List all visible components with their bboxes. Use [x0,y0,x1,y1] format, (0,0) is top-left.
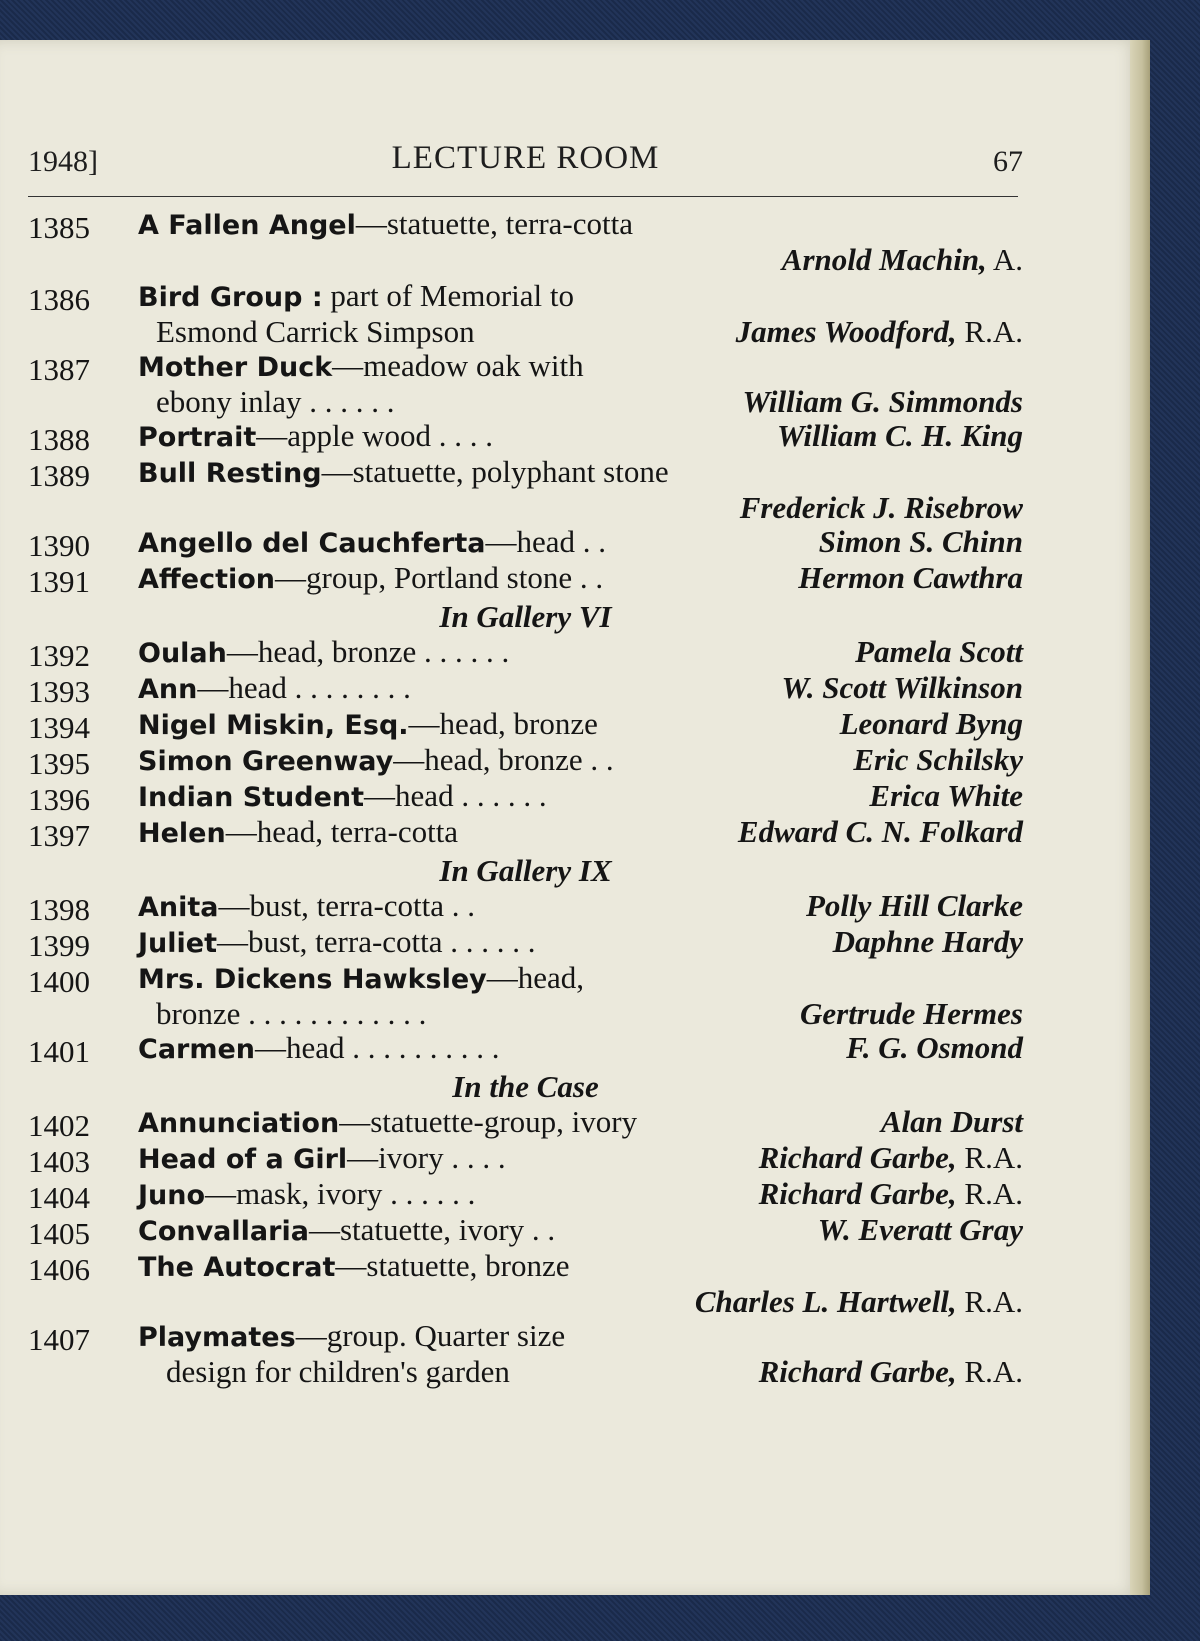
entry-artist: Richard Garbe, [758,1354,957,1389]
entry-title: Annunciation [138,1108,340,1139]
entry-title: Playmates [138,1322,296,1353]
entry-artist-suffix: A. [986,242,1023,277]
entry-description: —statuette, bronze [335,1248,570,1283]
entry-artist: Gertrude Hermes [799,996,1023,1031]
entry-artist: Richard Garbe, [758,1140,957,1175]
entry-number: 1398 [28,892,90,927]
entry-number: 1405 [28,1216,90,1251]
catalogue-entry [28,1105,1023,1141]
entry-number: 1387 [28,352,90,387]
header-rule [28,196,1018,197]
catalogue-entry [28,561,1023,597]
entry-title: Affection [138,564,276,595]
running-header [28,140,1023,190]
entry-number: 1394 [28,710,90,745]
entry-artist: Polly Hill Clarke [806,888,1023,923]
entry-title: Mrs. Dickens Hawksley [138,964,487,995]
entry-description: —head, [486,960,585,995]
entry-title: The Autocrat [138,1252,336,1283]
entry-title: Carmen [138,1034,256,1065]
entry-number: 1386 [28,282,90,317]
entry-title: Ann [138,674,198,705]
catalogue-entry [28,743,1023,779]
entry-artist: Pamela Scott [855,634,1023,669]
entry-description: —ivory . . . . [347,1140,506,1175]
entry-number: 1391 [28,564,90,599]
entry-description-cont: ebony inlay . . . . . . [156,384,395,419]
catalogue-entry [28,455,1023,525]
entry-description: —head, bronze [408,706,598,741]
entry-number: 1388 [28,422,90,457]
catalogue-entry [28,635,1023,671]
entry-description: —group, Portland stone . . [275,560,604,595]
entry-number: 1402 [28,1108,90,1143]
entry-number: 1395 [28,746,90,781]
entry-description: —meadow oak with [332,348,584,383]
entry-number: 1397 [28,818,90,853]
entry-artist-suffix: R.A. [956,314,1023,349]
catalogue-entry [28,1249,1023,1319]
entry-description: part of Memorial to [322,278,575,313]
entry-artist: Edward C. N. Folkard [737,814,1023,849]
entry-number: 1407 [28,1322,90,1357]
entry-number: 1406 [28,1252,90,1287]
entry-number: 1404 [28,1180,90,1215]
entry-description: —statuette, terra-cotta [355,206,633,241]
catalogue-entry [28,671,1023,707]
entry-artist: William C. H. King [776,418,1023,453]
entry-artist: Daphne Hardy [832,924,1023,959]
entry-description: —head . . . . . . [364,778,547,813]
catalogue-entry [28,1177,1023,1213]
entry-title: Portrait [138,422,257,453]
entry-artist: Alan Durst [880,1104,1023,1139]
entry-artist: Leonard Byng [839,706,1023,741]
entry-artist: Hermon Cawthra [798,560,1023,595]
entry-description: —head . . . . . . . . . . [255,1030,500,1065]
entry-description: —mask, ivory . . . . . . [205,1176,476,1211]
entry-description: —statuette-group, ivory [339,1104,638,1139]
entry-artist: Erica White [869,778,1023,813]
entry-artist: Richard Garbe, [758,1176,957,1211]
entry-description: —head . . . . . . . . [197,670,411,705]
catalogue-entry [28,1213,1023,1249]
catalogue-entry [28,207,1023,277]
entry-title: Anita [138,892,219,923]
entry-title: Helen [138,818,226,849]
entry-artist: Simon S. Chinn [818,524,1023,559]
catalogue-entry [28,1031,1023,1067]
entry-number: 1393 [28,674,90,709]
entry-title: Juliet [138,928,217,959]
entry-title: Head of a Girl [138,1144,348,1175]
entry-title: Indian Student [138,782,365,813]
entry-number: 1400 [28,964,90,999]
entry-artist: Frederick J. Risebrow [739,490,1023,525]
page-edge [1130,40,1150,1595]
catalogue-entry [28,779,1023,815]
entry-number: 1399 [28,928,90,963]
entry-description: —bust, terra-cotta . . [218,888,476,923]
entry-description: —head . . [485,524,607,559]
entry-number: 1385 [28,210,90,245]
entry-artist-suffix: R.A. [956,1140,1023,1175]
entry-description: —head, terra-cotta [225,814,459,849]
entry-title: Mother Duck [138,352,333,383]
entry-title: Convallaria [138,1216,309,1247]
entry-description-cont: design for children's garden [166,1354,510,1389]
entry-number: 1401 [28,1034,90,1069]
catalogue-entry [28,279,1023,349]
section-heading: In the Case [452,1069,599,1104]
entry-description: —group. Quarter size [295,1318,566,1353]
entry-title: Juno [138,1180,206,1211]
catalogue-entry [28,525,1023,561]
entry-artist: Arnold Machin, [781,242,987,277]
catalogue-entry [28,349,1023,419]
catalogue-entry [28,815,1023,851]
entry-artist-suffix: R.A. [956,1176,1023,1211]
entry-artist: W. Scott Wilkinson [781,670,1023,705]
entry-title: Oulah [138,638,227,669]
entry-description-cont: Esmond Carrick Simpson [156,314,475,349]
entry-artist: F. G. Osmond [846,1030,1023,1065]
entry-artist-suffix: R.A. [956,1284,1023,1319]
page-number: 67 [993,145,1023,178]
entry-title: Simon Greenway [138,746,394,777]
catalogue-entry [28,707,1023,743]
entry-number: 1403 [28,1144,90,1179]
entry-description-cont: bronze . . . . . . . . . . . . [156,996,427,1031]
catalogue-entry [28,1319,1023,1389]
entry-description: —head, bronze . . [393,742,614,777]
entry-artist: Charles L. Hartwell, [694,1284,957,1319]
catalogue-entries [28,207,1023,1389]
section-heading: In Gallery VI [439,599,612,634]
entry-title: Bird Group : [138,282,323,313]
entry-description: —statuette, polyphant stone [321,454,669,489]
entry-description: —head, bronze . . . . . . [226,634,510,669]
catalogue-entry [28,1141,1023,1177]
entry-artist: W. Everatt Gray [817,1212,1023,1247]
header-year: 1948] [28,145,98,178]
entry-artist: James Woodford, [735,314,957,349]
entry-title: Bull Resting [138,458,322,489]
entry-artist: Eric Schilsky [853,742,1023,777]
entry-number: 1396 [28,782,90,817]
entry-title: Nigel Miskin, Esq. [138,710,409,741]
entry-description: —bust, terra-cotta . . . . . . [217,924,536,959]
catalogue-entry [28,419,1023,455]
entry-description: —statuette, ivory . . [308,1212,556,1247]
entry-number: 1392 [28,638,90,673]
entry-title: Angello del Cauchferta [138,528,486,559]
section-heading: In Gallery IX [439,853,612,888]
catalogue-entry [28,961,1023,1031]
entry-artist-suffix: R.A. [956,1354,1023,1389]
entry-number: 1389 [28,458,90,493]
header-title: LECTURE ROOM [391,140,660,176]
entry-title: A Fallen Angel [138,210,356,241]
catalogue-entry [28,889,1023,925]
entry-number: 1390 [28,528,90,563]
catalogue-entry [28,925,1023,961]
entry-description: —apple wood . . . . [256,418,494,453]
entry-artist: William G. Simmonds [742,384,1023,419]
